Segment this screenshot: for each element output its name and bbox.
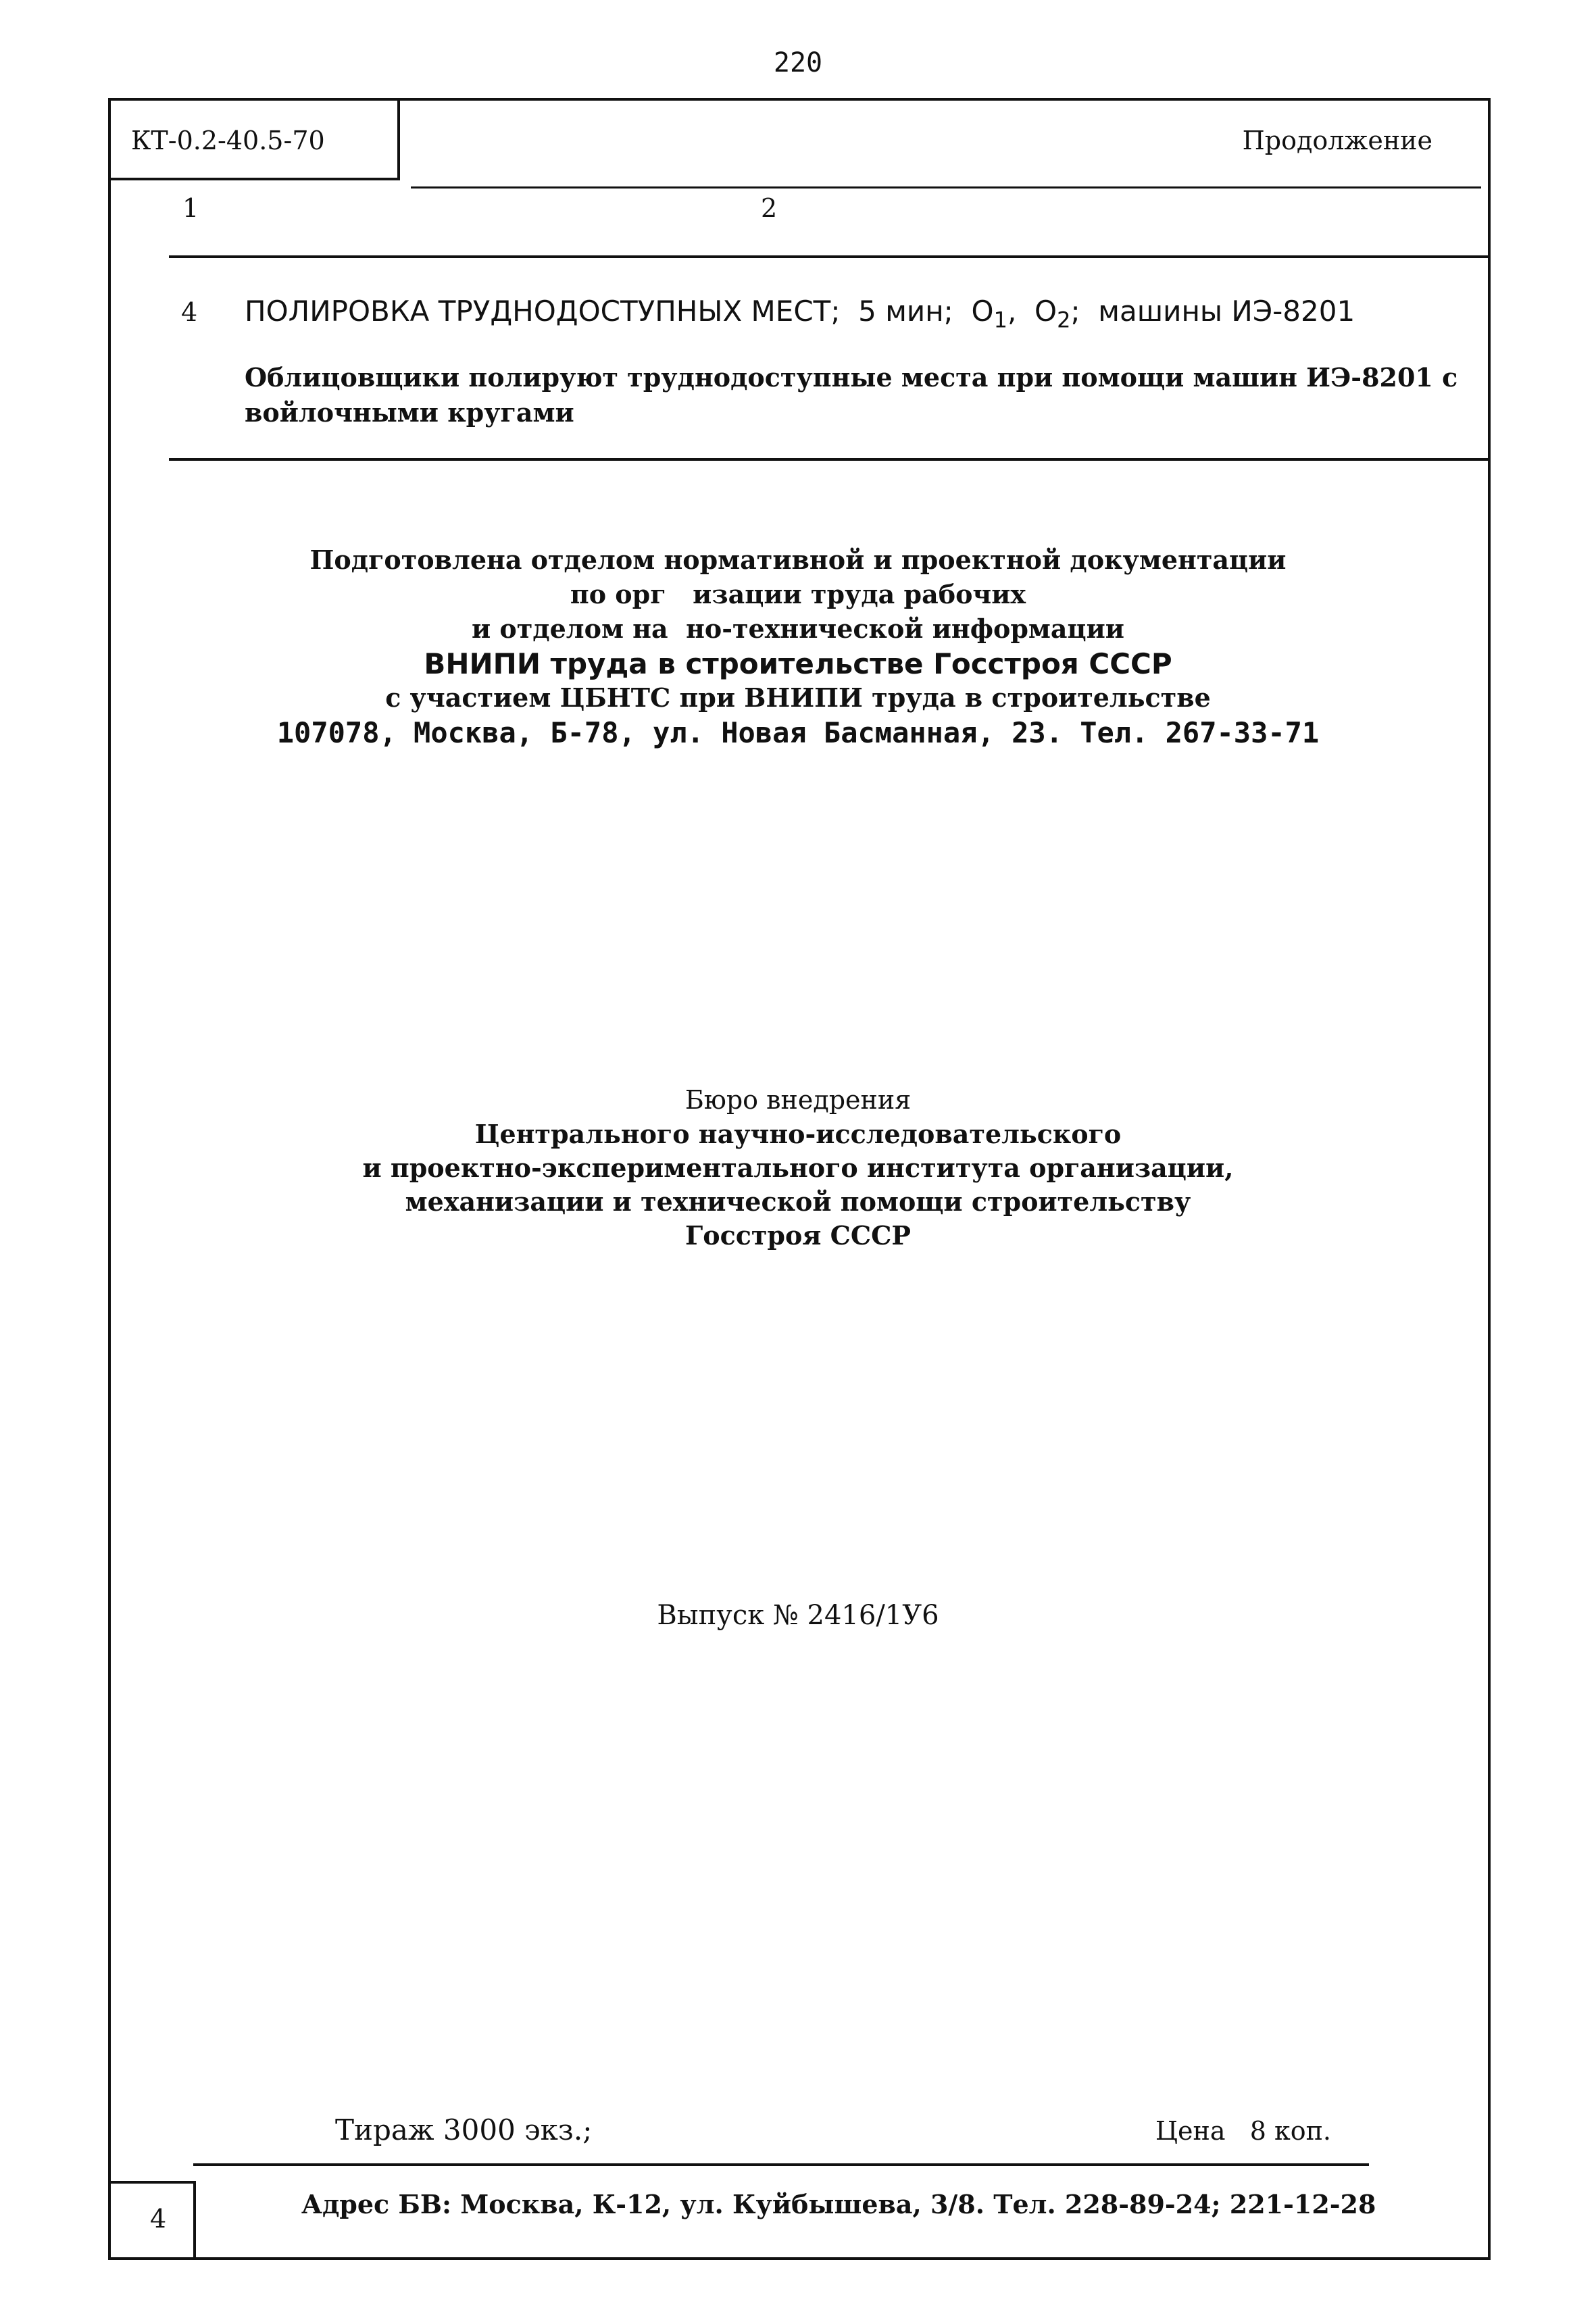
frame-top <box>108 98 1491 101</box>
address: Адрес БВ: Москва, К-12, ул. Куйбышева, 3/8. Тел. 228-89-24; 221-12-28 <box>301 2189 1376 2219</box>
row-number: 4 <box>181 297 198 327</box>
bureau-line3: и проектно-экспериментального института организации, <box>362 1153 1234 1183</box>
code-box-bottom <box>108 178 400 180</box>
bureau-line2: Центрального научно-исследовательского <box>474 1119 1122 1149</box>
corner-box-right <box>193 2181 196 2260</box>
corner-box-top <box>108 2181 196 2184</box>
column-2-header: 2 <box>761 193 778 223</box>
frame-bottom <box>108 2257 1491 2260</box>
code-box-right <box>397 98 400 180</box>
footer-rule <box>193 2163 1369 2166</box>
doc-code: КТ-0.2-40.5-70 <box>131 126 325 155</box>
row-title-machine: ; машины ИЭ-8201 <box>1070 295 1355 328</box>
price: Цена 8 коп. <box>1155 2116 1331 2146</box>
prepared-line1: Подготовлена отделом нормативной и проектной документации <box>309 545 1287 575</box>
row-title-sep: , О <box>1007 295 1057 328</box>
prepared-line4: ВНИПИ труда в строительстве Госстроя СССР <box>424 647 1172 680</box>
page-number: 220 <box>773 47 823 78</box>
row-title-text: ПОЛИРОВКА ТРУДНОДОСТУПНЫХ МЕСТ; 5 мин; О <box>245 295 994 328</box>
bureau-line4: механизации и технической помощи строительству <box>405 1186 1191 1217</box>
prepared-address: 107078, Москва, Б-78, ул. Новая Басманная, 23. Тел. 267-33-71 <box>276 716 1320 749</box>
column-1-header: 1 <box>182 193 199 223</box>
row-rule <box>169 458 1488 461</box>
row-description-line2: войлочными кругами <box>245 397 574 428</box>
issue-number: Выпуск № 2416/1У6 <box>657 1600 939 1631</box>
header-rule-bottom <box>169 255 1488 258</box>
prepared-line3: и отделом на но-технической информации <box>472 613 1124 644</box>
circulation: Тираж 3000 экз.; <box>335 2113 593 2146</box>
subscript-2: 2 <box>1057 307 1071 333</box>
prepared-line5: с участием ЦБНТС при ВНИПИ труда в строительстве <box>385 682 1211 713</box>
bureau-line5: Госстроя СССР <box>685 1220 911 1251</box>
row-title <box>245 295 1355 332</box>
corner-number: 4 <box>150 2204 167 2234</box>
continuation-label: Продолжение <box>1242 126 1432 155</box>
bureau-line1: Бюро внедрения <box>684 1085 912 1115</box>
header-rule-top <box>411 186 1481 188</box>
subscript-1: 1 <box>993 307 1007 333</box>
row-description-line1: Облицовщики полируют труднодоступные места при помощи машин ИЭ-8201 с <box>245 362 1458 393</box>
prepared-line2: по орг изации труда рабочих <box>570 579 1026 609</box>
